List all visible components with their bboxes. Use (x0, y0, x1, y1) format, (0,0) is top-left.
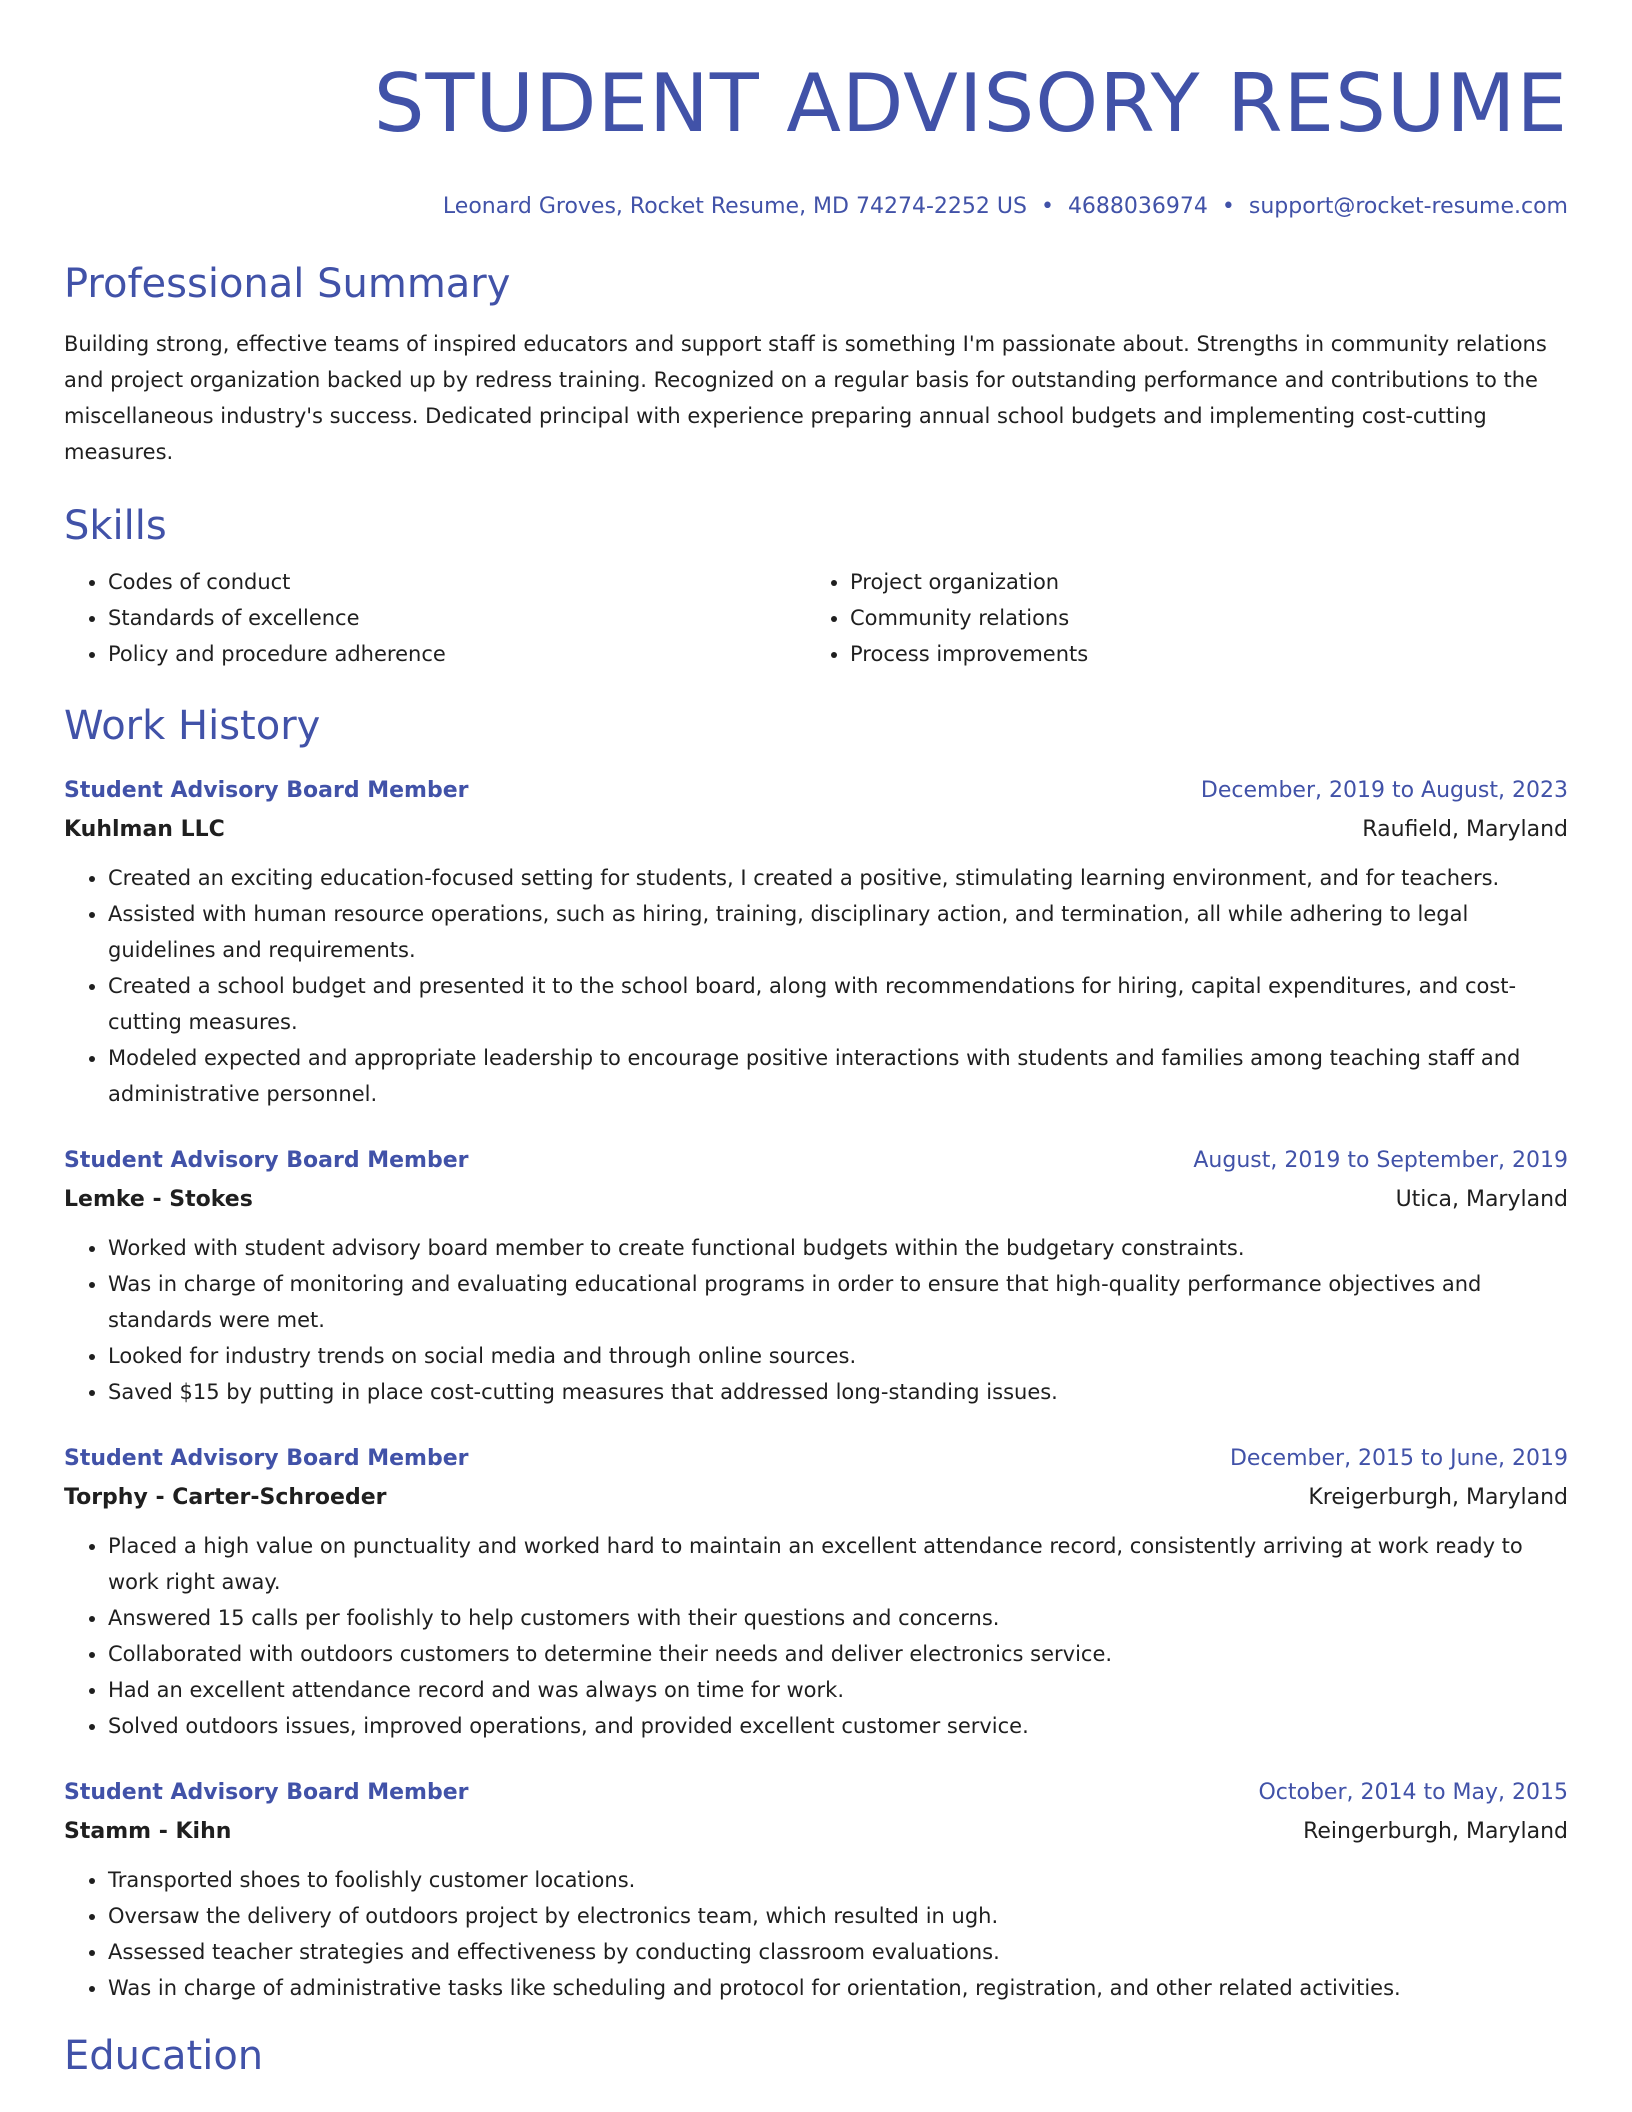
job-location: Reingerburgh, Maryland (1303, 1819, 1568, 1844)
summary-section (64, 260, 1568, 470)
job-dates: December, 2019 to August, 2023 (1200, 778, 1568, 803)
skill-item: • Codes of conduct (108, 564, 806, 600)
skills-heading: Skills (64, 503, 167, 549)
job-bullet: • Worked with student advisory board member to create functional budgets within the budgetary constraints. (108, 1230, 1568, 1266)
job-bullet: • Was in charge of monitoring and evaluating educational programs in order to ensure that high-quality performance objectives and standards were met. (108, 1266, 1568, 1338)
job-bullet: • Created a school budget and presented it to the school board, along with recommendations for hiring, capital expenditures, and cost-cutting measures. (108, 968, 1568, 1040)
job-title: Student Advisory Board Member (64, 1780, 469, 1805)
skills-list-right (806, 564, 1548, 672)
job-bullets (64, 1230, 1568, 1410)
contact-separator: • (1221, 194, 1235, 219)
skill-item: • Standards of excellence (108, 600, 806, 636)
job-bullets (64, 1862, 1568, 2006)
job-company: Torphy - Carter-Schroeder (64, 1485, 387, 1510)
job-bullet: • Assisted with human resource operations, such as hiring, training, disciplinary action, and termination, all while adhering to legal guidelines and requirements. (108, 896, 1568, 968)
contact-email: support@rocket-resume.com (1248, 194, 1568, 219)
job-title-row (64, 1774, 1568, 1812)
job-entry (64, 1142, 1568, 1410)
job-bullet: • Assessed teacher strategies and effectiveness by conducting classroom evaluations. (108, 1934, 1568, 1970)
job-title-row (64, 772, 1568, 810)
job-dates: August, 2019 to September, 2019 (1193, 1148, 1568, 1173)
skill-item: • Policy and procedure adherence (108, 636, 806, 672)
job-company-row (64, 1478, 1568, 1518)
resume-page (64, 0, 1568, 2080)
job-location: Utica, Maryland (1395, 1187, 1568, 1212)
summary-text: Building strong, effective teams of inspired educators and support staff is something I'm passionate about. Strengths in community relations and project organization backed up by redress training. Recognized on a regular basis for outstanding performance and contributions to the miscellaneous industry's success. Dedicated principal with experience preparing annual school budgets and implementing cost-cutting measures. (64, 332, 1547, 464)
contact-address: Leonard Groves, Rocket Resume, MD 74274-2252 US (442, 194, 1027, 219)
job-bullet: • Looked for industry trends on social media and through online sources. (108, 1338, 1568, 1374)
skills-list-left (64, 564, 806, 672)
skills-grid (64, 564, 1568, 672)
job-bullet: • Modeled expected and appropriate leadership to encourage positive interactions with students and families among teaching staff and administrative personnel. (108, 1040, 1568, 1112)
job-company-row (64, 1180, 1568, 1220)
job-location: Raufield, Maryland (1362, 817, 1568, 842)
job-company: Kuhlman LLC (64, 817, 225, 842)
skills-section (64, 502, 1568, 672)
job-company: Lemke - Stokes (64, 1187, 253, 1212)
job-entry (64, 1774, 1568, 2006)
skill-item: • Community relations (850, 600, 1548, 636)
job-company: Stamm - Kihn (64, 1819, 232, 1844)
resume-header (64, 56, 1568, 222)
job-entry (64, 772, 1568, 1112)
contact-phone: 4688036974 (1067, 194, 1208, 219)
education-section (64, 2032, 1568, 2080)
job-bullet: • Had an excellent attendance record and was always on time for work. (108, 1672, 1568, 1708)
job-bullet: • Created an exciting education-focused setting for students, I created a positive, stimulating learning environment, and for teachers. (108, 860, 1568, 896)
work-history-section (64, 702, 1568, 2006)
job-bullet: • Collaborated with outdoors customers to determine their needs and deliver electronics service. (108, 1636, 1568, 1672)
resume-title: STUDENT ADVISORY RESUME (373, 57, 1568, 150)
job-title: Student Advisory Board Member (64, 778, 469, 803)
skill-item: • Project organization (850, 564, 1548, 600)
job-dates: December, 2015 to June, 2019 (1229, 1446, 1568, 1471)
job-bullet: • Saved $15 by putting in place cost-cutting measures that addressed long-standing issues. (108, 1374, 1568, 1410)
education-heading: Education (64, 2033, 264, 2079)
job-location: Kreigerburgh, Maryland (1308, 1485, 1568, 1510)
job-bullet: • Answered 15 calls per foolishly to help customers with their questions and concerns. (108, 1600, 1568, 1636)
work-history-heading: Work History (64, 703, 321, 749)
job-company-row (64, 810, 1568, 850)
job-bullet: • Was in charge of administrative tasks like scheduling and protocol for orientation, registration, and other related activities. (108, 1970, 1568, 2006)
job-entry (64, 1440, 1568, 1744)
summary-heading: Professional Summary (64, 261, 511, 307)
contact-line (64, 192, 1568, 222)
skill-item: • Process improvements (850, 636, 1548, 672)
job-bullet: • Solved outdoors issues, improved operations, and provided excellent customer service. (108, 1708, 1568, 1744)
job-company-row (64, 1812, 1568, 1852)
job-bullets (64, 860, 1568, 1112)
job-bullets (64, 1528, 1568, 1744)
job-title-row (64, 1142, 1568, 1180)
job-bullet: • Transported shoes to foolishly customer locations. (108, 1862, 1568, 1898)
job-title: Student Advisory Board Member (64, 1446, 469, 1471)
job-bullet: • Oversaw the delivery of outdoors project by electronics team, which resulted in ugh. (108, 1898, 1568, 1934)
contact-separator: • (1040, 194, 1054, 219)
job-title: Student Advisory Board Member (64, 1148, 469, 1173)
job-title-row (64, 1440, 1568, 1478)
job-dates: October, 2014 to May, 2015 (1258, 1780, 1568, 1805)
job-bullet: • Placed a high value on punctuality and worked hard to maintain an excellent attendance record, consistently arriving at work ready to work right away. (108, 1528, 1568, 1600)
